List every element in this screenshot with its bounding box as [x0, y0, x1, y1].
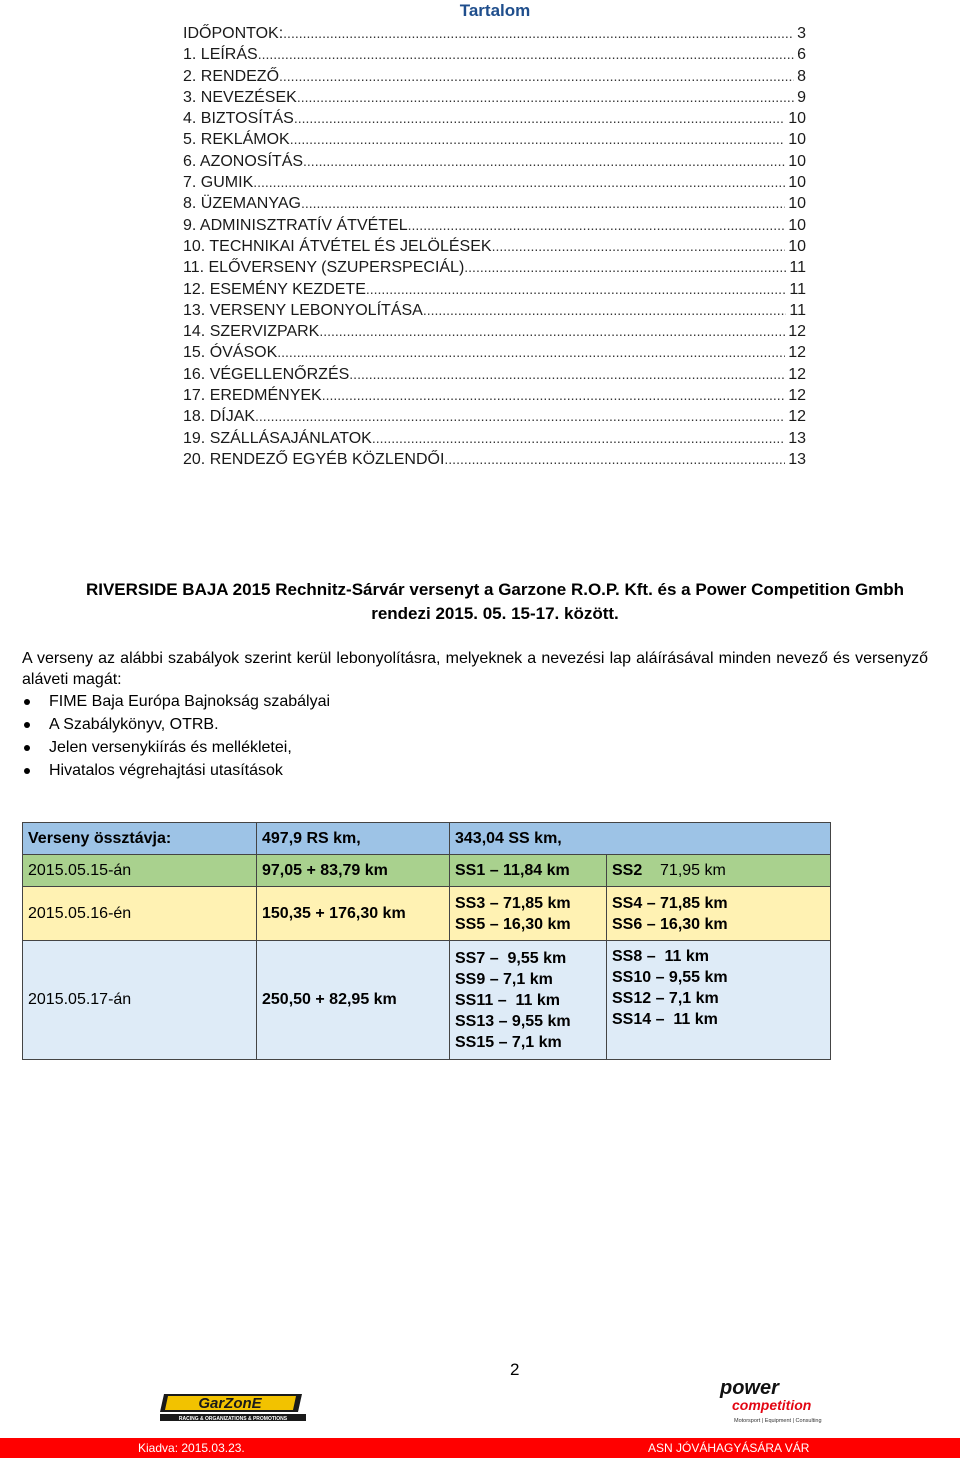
stage-line: SS12 – 7,1 km — [612, 990, 719, 1007]
toc-item-label: 14. SZERVIZPARK — [183, 323, 320, 341]
toc-leader — [279, 68, 794, 84]
day-distance: 150,35 + 176,30 km — [257, 887, 450, 941]
toc-item-label: 20. RENDEZŐ EGYÉB KÖZLENDŐI — [183, 450, 445, 468]
day-distance: 97,05 + 83,79 km — [257, 855, 450, 887]
toc-leader — [444, 451, 785, 467]
toc-leader — [366, 281, 787, 297]
rule-text: A Szabálykönyv, OTRB. — [49, 716, 219, 733]
toc-item-label: 18. DÍJAK — [183, 408, 256, 426]
toc-item-label: 5. REKLÁMOK — [183, 131, 290, 149]
toc-item-label: 7. GUMIK — [183, 174, 254, 192]
toc-leader — [492, 238, 786, 254]
toc-leader — [255, 408, 785, 424]
power-competition-logo-graphic — [718, 1376, 824, 1428]
page-number: 2 — [510, 1360, 520, 1379]
toc-leader — [319, 323, 785, 339]
toc-leader — [372, 430, 785, 446]
toc-item-page: 12 — [788, 408, 806, 426]
toc-item[interactable] — [183, 387, 806, 408]
stage-line: SS4 – 71,85 km — [612, 894, 728, 912]
footer-bar — [0, 1438, 960, 1458]
garzone-logo-text: GarZonE — [198, 1395, 262, 1412]
toc-item-label: 9. ADMINISZTRATÍV ÁTVÉTEL — [183, 216, 408, 234]
toc-item-label: 8. ÜZEMANYAG — [183, 195, 301, 213]
toc-item[interactable] — [183, 344, 806, 365]
toc-item-page: 11 — [789, 280, 806, 298]
toc-item-page: 12 — [788, 344, 806, 362]
list-item — [22, 713, 330, 736]
rule-text: Hivatalos végrehajtási utasítások — [49, 762, 283, 779]
stage-line: SS13 – 9,55 km — [455, 1012, 571, 1030]
toc-item[interactable] — [183, 323, 806, 344]
list-item — [22, 736, 330, 759]
toc-item[interactable] — [183, 451, 806, 472]
toc-item-page: 10 — [788, 110, 806, 128]
stage-cell — [450, 941, 607, 1060]
toc-item-page: 10 — [788, 174, 806, 192]
toc-leader — [322, 387, 785, 403]
toc-item-label: 16. VÉGELLENŐRZÉS — [183, 365, 350, 383]
garzone-logo-graphic — [160, 1392, 306, 1422]
toc-item-page: 3 — [797, 25, 806, 42]
toc-item-label: 3. NEVEZÉSEK — [183, 88, 297, 106]
schedule-table — [22, 822, 831, 1060]
toc-item-label: 15. ÓVÁSOK — [183, 344, 278, 362]
toc-item-page: 11 — [789, 259, 806, 277]
toc-item-label: 12. ESEMÉNY KEZDETE — [183, 280, 366, 298]
toc-item[interactable] — [183, 238, 806, 259]
footer-issue-date: Kiadva: 2015.03.23. — [138, 1441, 245, 1455]
toc-leader — [464, 259, 786, 275]
power-logo-line1: power — [720, 1377, 779, 1399]
power-logo-tagline: Motorsport | Equipment | Consulting — [734, 1418, 822, 1424]
toc-item[interactable] — [183, 195, 806, 216]
toc-leader — [349, 366, 785, 382]
toc-item-label: 6. AZONOSÍTÁS — [183, 152, 304, 170]
toc-item[interactable] — [183, 89, 806, 110]
toc-item-page: 12 — [788, 365, 806, 383]
total-distance-label: Verseny össztávja: — [23, 823, 257, 855]
stage-line: SS5 – 16,30 km — [455, 915, 571, 933]
toc-leader — [303, 153, 785, 169]
toc-item[interactable] — [183, 259, 806, 280]
toc-item[interactable] — [183, 153, 806, 174]
table-row — [23, 941, 831, 1060]
toc-leader — [253, 174, 785, 190]
list-item — [22, 690, 330, 713]
toc-item-page: 13 — [788, 429, 806, 447]
power-competition-logo — [718, 1376, 824, 1428]
toc-item[interactable] — [183, 110, 806, 131]
toc-item-label: 11. ELŐVERSENY (SZUPERSPECIÁL) — [183, 259, 465, 277]
rules-list — [22, 690, 330, 782]
toc-item-label: 13. VERSENY LEBONYOLÍTÁSA — [183, 301, 423, 319]
toc-item-page: 6 — [797, 46, 806, 64]
toc-item-label: 10. TECHNIKAI ÁTVÉTEL ÉS JELÖLÉSEK — [183, 237, 492, 255]
stage-line: SS8 – 11 km — [612, 948, 709, 965]
toc-item[interactable] — [183, 430, 806, 451]
toc-item-label: IDŐPONTOK: — [183, 25, 284, 42]
day-date: 2015.05.17-án — [23, 941, 257, 1060]
toc-leader — [290, 131, 786, 147]
toc-item-label: 19. SZÁLLÁSAJÁNLATOK — [183, 429, 372, 447]
garzone-logo — [160, 1392, 306, 1422]
toc-leader — [423, 302, 787, 318]
toc-item-page: 10 — [788, 131, 806, 149]
toc-item[interactable] — [183, 366, 806, 387]
toc-leader — [301, 195, 785, 211]
rule-text: FIME Baja Európa Bajnokság szabályai — [49, 693, 331, 710]
toc-item-page: 10 — [788, 152, 806, 170]
toc-item-label: 2. RENDEZŐ — [183, 67, 280, 85]
table-of-contents — [183, 25, 806, 472]
stage-line: SS10 – 9,55 km — [612, 969, 728, 986]
stage-line: SS9 – 7,1 km — [455, 970, 553, 988]
toc-item[interactable] — [183, 281, 806, 302]
toc-item-label: 4. BIZTOSÍTÁS — [183, 110, 294, 128]
toc-item-page: 10 — [788, 237, 806, 255]
footer-approval-status: ASN JÓVÁHAGYÁSÁRA VÁR — [648, 1441, 810, 1455]
stage-cell: SS1 – 11,84 km — [450, 855, 607, 887]
toc-item-page: 12 — [788, 323, 806, 341]
toc-item[interactable] — [183, 46, 806, 67]
day-date: 2015.05.16-én — [23, 887, 257, 941]
toc-item[interactable] — [183, 408, 806, 429]
bullet-icon — [24, 722, 30, 728]
stage-line: SS15 – 7,1 km — [455, 1033, 562, 1051]
list-item — [22, 759, 330, 782]
stage-line: SS3 – 71,85 km — [455, 894, 571, 912]
toc-item-page: 10 — [788, 216, 806, 234]
stage-name: SS2 — [612, 861, 643, 879]
toc-item-page: 9 — [797, 88, 806, 106]
garzone-logo-tagline: RACING & ORGANIZATIONS & PROMOTIONS — [178, 1416, 288, 1422]
stage-distance: 71,95 km — [660, 861, 726, 879]
intro-paragraph: A verseny az alábbi szabályok szerint kerül lebonyolításra, melyeknek a nevezési lap aláírásával minden nevező és versenyző aláveti magát: — [22, 650, 928, 688]
stage-cell — [450, 887, 607, 941]
event-heading-line2: rendezi 2015. 05. 15-17. között. — [371, 604, 619, 623]
toc-item[interactable] — [183, 217, 806, 238]
stage-line: SS7 – 9,55 km — [455, 949, 567, 967]
table-row — [23, 887, 831, 941]
bullet-icon — [24, 699, 30, 705]
toc-leader — [277, 344, 785, 360]
toc-item-page: 8 — [797, 67, 806, 85]
toc-item-page: 13 — [788, 450, 806, 468]
day-date: 2015.05.15-án — [23, 855, 257, 887]
bullet-icon — [24, 768, 30, 774]
stage-cell — [607, 855, 831, 887]
event-heading-line1: RIVERSIDE BAJA 2015 Rechnitz-Sárvár versenyt a Garzone R.O.P. Kft. és a Power Competition Gmbh — [85, 580, 905, 599]
rule-text: Jelen versenykiírás és mellékletei, — [49, 739, 292, 756]
toc-item-page: 11 — [789, 301, 806, 319]
toc-item-page: 10 — [788, 195, 806, 213]
toc-title: Tartalom — [459, 1, 531, 20]
toc-item[interactable] — [183, 131, 806, 152]
event-heading — [0, 578, 960, 626]
stage-line: SS11 – 11 km — [455, 991, 560, 1009]
toc-item[interactable] — [183, 68, 806, 89]
table-row — [23, 855, 831, 887]
power-logo-line2: competition — [732, 1397, 812, 1413]
toc-leader — [258, 46, 794, 62]
stage-cell — [607, 941, 831, 1060]
toc-leader — [297, 89, 794, 105]
toc-leader — [294, 110, 785, 126]
table-row — [23, 823, 831, 855]
toc-item-label: 1. LEÍRÁS — [183, 46, 258, 64]
toc-leader — [283, 25, 794, 41]
total-rs-distance: 497,9 RS km, — [257, 823, 450, 855]
toc-leader — [408, 217, 786, 233]
toc-item-label: 17. EREDMÉNYEK — [183, 387, 322, 405]
day-distance: 250,50 + 82,95 km — [257, 941, 450, 1060]
stage-line: SS6 – 16,30 km — [612, 915, 728, 933]
total-ss-distance: 343,04 SS km, — [450, 823, 831, 855]
toc-item-page: 12 — [788, 387, 806, 405]
bullet-icon — [24, 745, 30, 751]
toc-item[interactable] — [183, 25, 806, 46]
stage-line: SS14 – 11 km — [612, 1011, 718, 1028]
stage-cell — [607, 887, 831, 941]
toc-item[interactable] — [183, 302, 806, 323]
toc-item[interactable] — [183, 174, 806, 195]
